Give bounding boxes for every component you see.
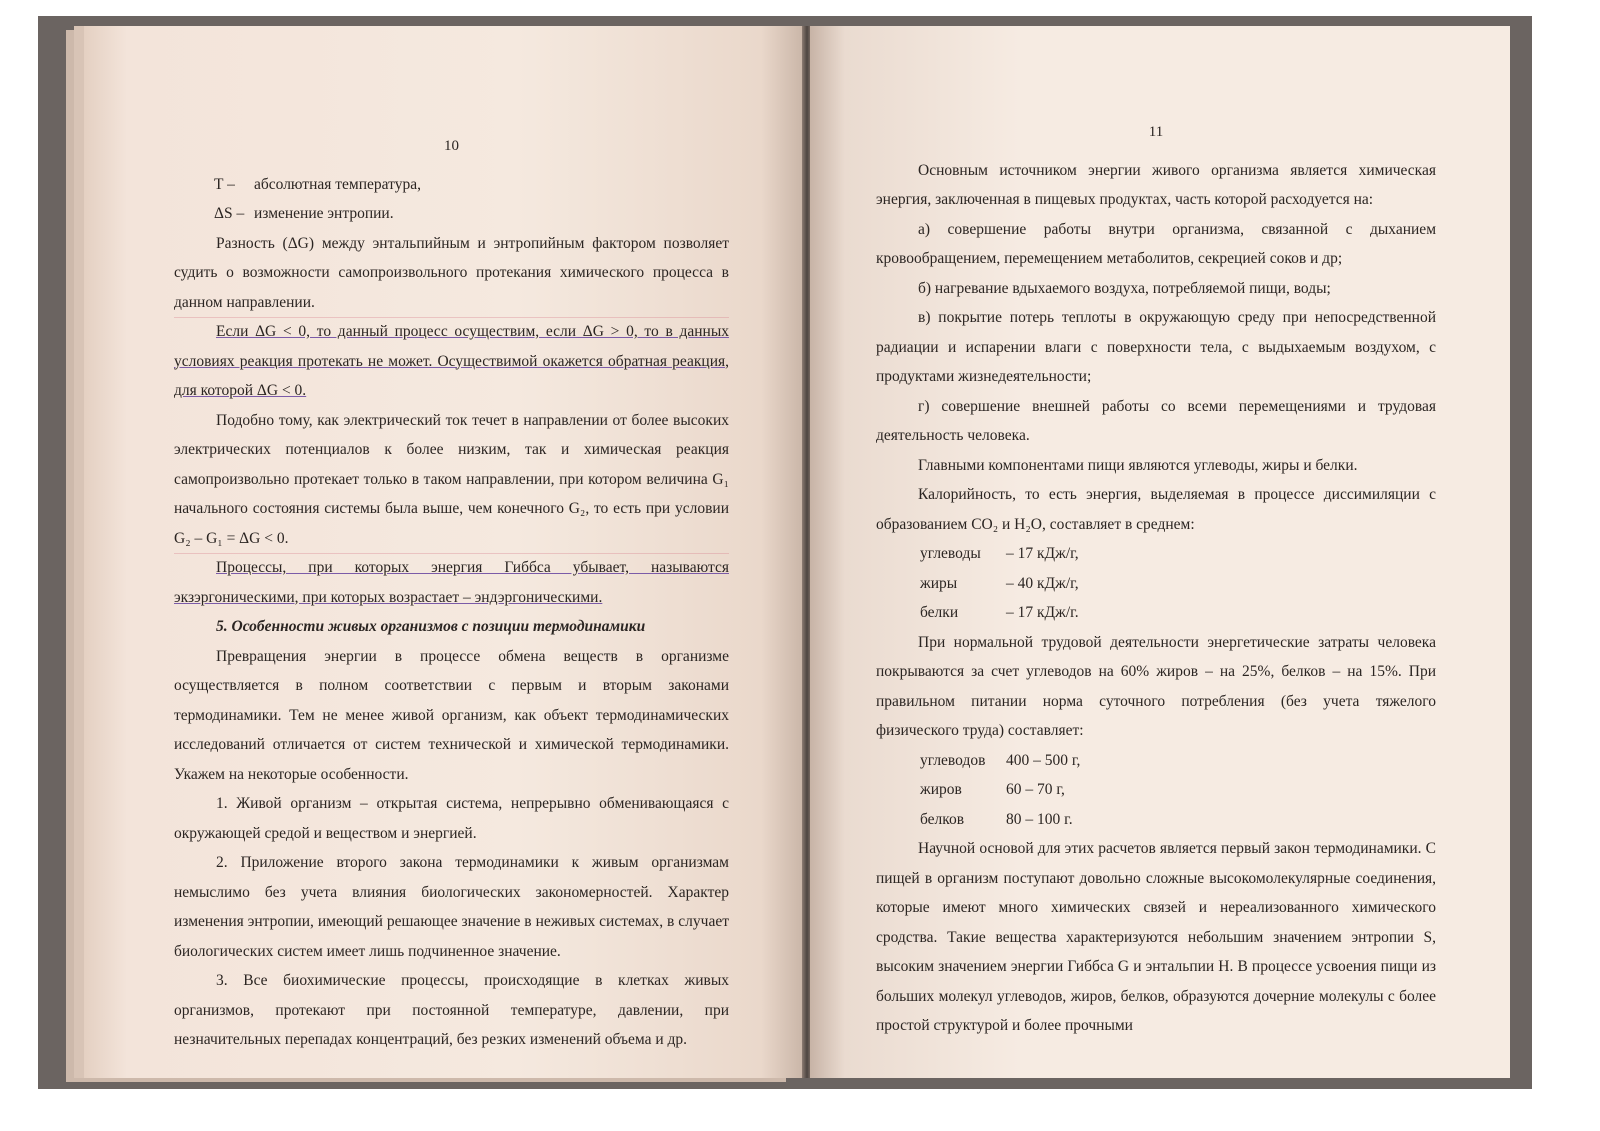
nutrient-name: белков (920, 810, 965, 828)
nutrient-value: 60 – 70 г, (1006, 781, 1065, 798)
list-item: 3. Все биохимические процессы, происходящие в клетках живых организмов, протекают при постоянной температуре, давлении, при незначительных перепадах концентраций, без резких изменений объема и др. (174, 972, 729, 1048)
page-number: 11 (1148, 124, 1164, 140)
norm-row (920, 775, 1436, 805)
right-page (810, 26, 1510, 1078)
definition-term: T – (214, 175, 235, 193)
norm-row (920, 746, 1436, 776)
paragraph-underlined: Процессы, при которых энергия Гиббса убывает, называются экзэргоническими, при которых возрастает – эндэргоническими. (174, 559, 729, 606)
paragraph: Подобно тому, как электрический ток течет в направлении от более высоких электрических потенциалов к более низким, так и химическая реакция самопроизвольно протекает только в таком направлении, при котором величина G₁ начального состояния системы была выше, чем конечного G₂, то есть при условии G₂ – G₁ = ΔG < 0. (174, 406, 729, 554)
calorie-row (920, 598, 1436, 628)
nutrient-value: – 17 кДж/г, (1006, 545, 1079, 562)
list-item: 2. Приложение второго закона термодинамики к живым организмам немыслимо без учета влияния биологических закономерностей. Характер изменения энтропии, имеющий решающее значение в неживых системах, в случает биологических систем имеет лишь подчиненное значение. (174, 854, 729, 960)
nutrient-name: углеводов (920, 751, 986, 769)
nutrient-value: – 17 кДж/г. (1006, 604, 1079, 621)
definition-text: абсолютная температура, (254, 175, 421, 193)
definition-ds (214, 199, 729, 229)
definition-term: ΔS – (214, 205, 245, 222)
paragraph: При нормальной трудовой деятельности энергетические затраты человека покрываются за счет углеводов на 60% жиров – на 25%, белков – на 15%. При правильном питании норма суточного потребления (без учета тяжелого физического труда) составляет: (876, 633, 1436, 739)
list-item: б) нагревание вдыхаемого воздуха, потребляемой пищи, воды; (918, 279, 1331, 297)
left-page (84, 26, 804, 1078)
right-page-text (876, 118, 1436, 1041)
paragraph-underlined: Если ΔG < 0, то данный процесс осуществим, если ΔG > 0, то в данных условиях реакция протекать не может. Осуществимой окажется обратная реакция, для которой ΔG < 0. (174, 323, 729, 399)
paragraph: Основным источником энергии живого организма является химическая энергия, заключенная в пищевых продуктах, часть которой расходуется на: (876, 161, 1436, 208)
open-book (66, 26, 1520, 1078)
norm-row (920, 805, 1436, 835)
nutrient-name: жиров (920, 781, 962, 798)
paragraph: Научной основой для этих расчетов является первый закон термодинамики. С пищей в организм поступают довольно сложные высокомолекулярные соединения, которые имеют много химических связей и нереализованного химического сродства. Такие вещества характеризуются небольшим значением энтропии S, высоким значением энергии Гиббса G и энтальпии H. В процессе усвоения пищи из больших молекул углеводов, жиров, белков, образуются дочерние молекулы с более простой структурой и более прочными (876, 840, 1436, 1034)
paragraph: Разность (ΔG) между энтальпийным и энтропийным фактором позволяет судить о возможности самопроизвольного протекания химического процесса в данном направлении. (174, 229, 729, 318)
definition-text: изменение энтропии. (254, 205, 394, 222)
left-page-text (174, 132, 729, 1055)
section-heading: 5. Особенности живых организмов с позиции термодинамики (216, 618, 646, 635)
paragraph: Главными компонентами пищи являются углеводы, жиры и белки. (918, 456, 1358, 474)
nutrient-name: белки (920, 604, 959, 621)
nutrient-value: – 40 кДж/г, (1006, 574, 1079, 592)
nutrient-value: 80 – 100 г. (1006, 810, 1073, 828)
list-item: г) совершение внешней работы со всеми перемещениями и трудовая деятельность человека. (876, 397, 1436, 444)
nutrient-name: жиры (920, 574, 958, 592)
list-item: в) покрытие потерь теплоты в окружающую среду при непосредственной радиации и испарении влаги с поверхности тела, с выдыхаемым воздухом, с продуктами жизнедеятельности; (876, 309, 1436, 385)
nutrient-value: 400 – 500 г, (1006, 751, 1081, 769)
page-number: 10 (444, 138, 459, 154)
calorie-row (920, 539, 1436, 569)
paragraph: Превращения энергии в процессе обмена веществ в организме осуществляется в полном соответствии с первым и вторым законами термодинамики. Тем не менее живой организм, как объект термодинамических исследований отличается от систем технической и химической термодинамики. Укажем на некоторые особенности. (174, 647, 729, 783)
list-item: 1. Живой организм – открытая система, непрерывно обменивающаяся с окружающей средой и веществом и энергией. (174, 795, 729, 842)
paragraph: Калорийность, то есть энергия, выделяемая в процессе диссимиляции с образованием CO₂ и H₂O, составляет в среднем: (876, 486, 1436, 533)
nutrient-name: углеводы (920, 545, 981, 562)
list-item: а) совершение работы внутри организма, связанной с дыханием кровообращением, перемещением метаболитов, секрецией соков и др; (876, 220, 1436, 267)
calorie-row (920, 569, 1436, 599)
definition-t (214, 170, 729, 200)
